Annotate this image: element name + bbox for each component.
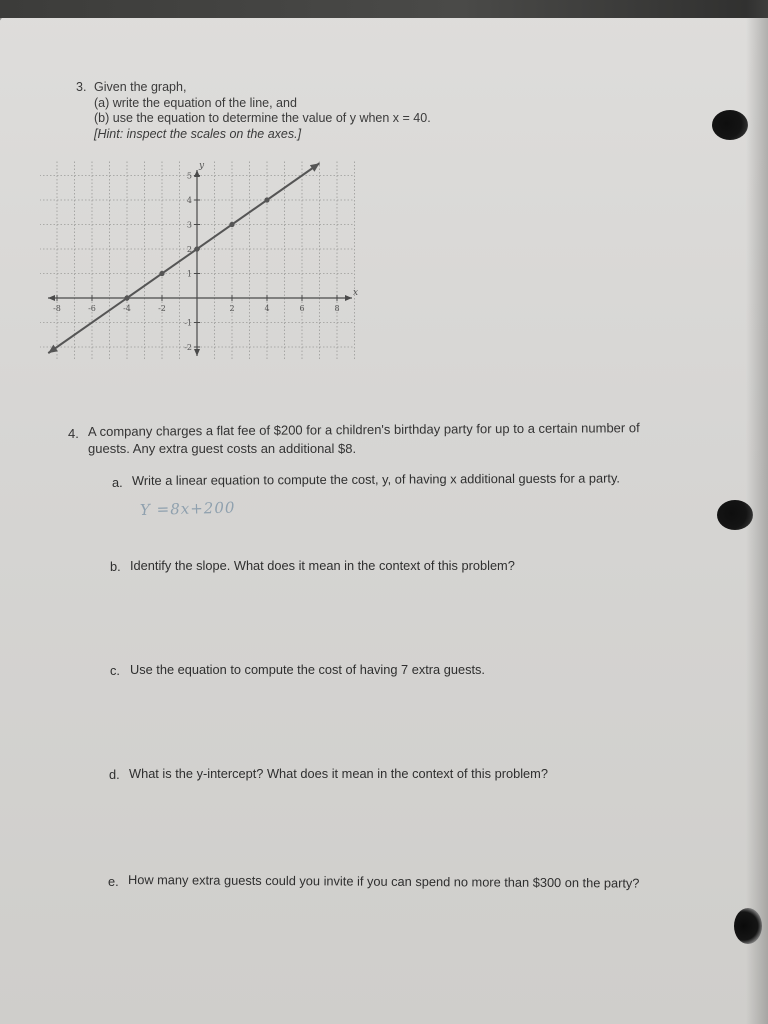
y-tick-label: -1 — [184, 318, 192, 328]
y-tick-label: 5 — [186, 171, 192, 181]
graph-axes — [48, 170, 352, 356]
x-axis-arrow — [48, 295, 55, 301]
part-c-letter: c. — [110, 663, 120, 678]
y-tick-label: 4 — [186, 196, 192, 205]
graph-line-arrow-end — [310, 163, 320, 171]
background-edge — [0, 0, 768, 18]
data-point — [264, 197, 269, 202]
x-axis-arrow — [345, 295, 352, 301]
question-3-number: 3. — [76, 80, 87, 94]
y-tick-label: 1 — [186, 269, 192, 279]
part-a-text: Write a linear equation to compute the cost, y, of having x additional guests for a party. — [131, 470, 621, 488]
question-4-line-1: A company charges a flat fee of $200 for a children's birthday party for up to a certain number of — [87, 420, 640, 439]
question-3-line-2: (a) write the equation of the line, and — [94, 96, 297, 110]
line-graph — [40, 160, 360, 360]
part-e-text: How many extra guests could you invite if you can spend no more than $300 on the party? — [127, 872, 640, 891]
binder-hole-bottom — [734, 908, 762, 944]
x-tick-label: 4 — [264, 304, 270, 313]
data-point — [159, 271, 164, 276]
graph-tick-labels — [53, 161, 358, 352]
y-tick-label: -2 — [184, 343, 192, 352]
x-tick-label: -6 — [88, 304, 96, 313]
data-point — [229, 222, 234, 227]
question-3-hint: [Hint: inspect the scales on the axes.] — [94, 127, 302, 141]
part-d-letter: d. — [109, 767, 120, 782]
y-tick-label: 3 — [186, 220, 192, 230]
x-tick-label: 6 — [299, 304, 305, 313]
binder-hole-top — [712, 110, 748, 140]
y-axis-label: y — [199, 161, 205, 171]
x-tick-label: -4 — [123, 304, 131, 313]
x-axis-label: x — [353, 288, 359, 298]
handwritten-answer-a: Y =8x+200 — [139, 498, 236, 519]
question-4-line-2: guests. Any extra guest costs an additional $8. — [88, 441, 357, 456]
part-e-letter: e. — [108, 874, 119, 889]
part-b-text: Identify the slope. What does it mean in the context of this problem? — [130, 558, 515, 573]
graph-line-arrow-start — [48, 345, 58, 353]
part-d-text: What is the y-intercept? What does it mean in the context of this problem? — [129, 766, 548, 781]
data-point — [194, 246, 199, 251]
part-a-letter: a. — [112, 475, 123, 490]
data-point — [124, 295, 129, 300]
part-b-letter: b. — [110, 559, 121, 574]
y-axis-arrow — [194, 349, 200, 356]
x-tick-label: 8 — [334, 304, 340, 313]
part-c-text: Use the equation to compute the cost of having 7 extra guests. — [130, 662, 485, 677]
x-tick-label: -2 — [158, 304, 166, 313]
x-tick-label: -8 — [53, 304, 61, 313]
question-3-line-1: Given the graph, — [94, 80, 187, 94]
question-3-line-3: (b) use the equation to determine the value of y when x = 40. — [94, 111, 431, 125]
binder-hole-middle — [717, 500, 753, 530]
y-tick-label: 2 — [186, 245, 192, 254]
question-4-number: 4. — [68, 426, 79, 441]
x-tick-label: 2 — [229, 304, 235, 313]
